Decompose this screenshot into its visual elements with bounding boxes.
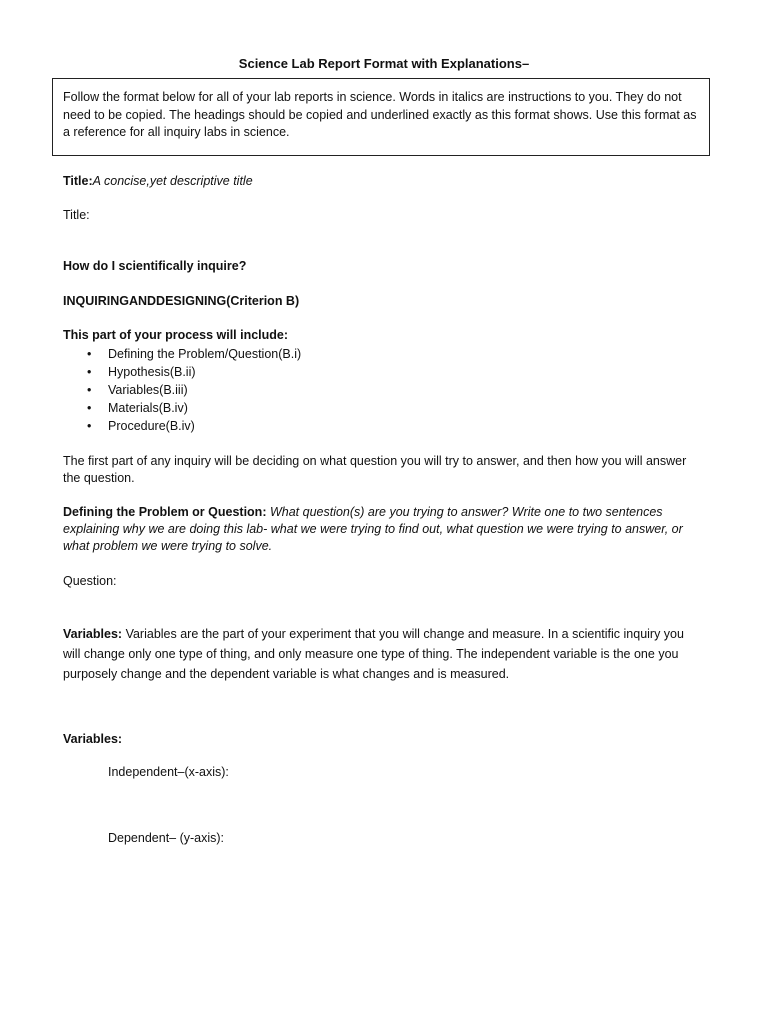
list-item xyxy=(63,345,703,363)
bullet-icon: • xyxy=(87,365,92,379)
inquire-heading: How do I scientifically inquire? xyxy=(63,259,247,273)
bullet-icon: • xyxy=(87,419,92,433)
list-item xyxy=(63,399,703,417)
independent-label: Independent–(x-axis): xyxy=(108,765,229,779)
defining-paragraph xyxy=(63,504,703,555)
title-instruction: A concise,yet descriptive title xyxy=(92,174,253,188)
intro-text: Follow the format below for all of your lab reports in science. Words in italics are instructions to you. They do not need to be copied. The headings should be copied and underlined exactly as this format shows. Use this format as a reference for all inquiry labs in science. xyxy=(63,90,697,139)
intro-box xyxy=(52,78,710,156)
list-item-label: Defining the Problem/Question(B.i) xyxy=(108,347,302,361)
process-list xyxy=(63,345,703,435)
defining-label: Defining the Problem or Question: xyxy=(63,505,267,519)
list-item-label: Procedure(B.iv) xyxy=(108,419,195,433)
defining-instruction: What question(s) are you trying to answer? Write one to two sentences explaining why we are doing this lab- what we were trying to find out, what question we were trying to answer, or what problem we were trying to solve. xyxy=(63,505,683,553)
question-label: Question: xyxy=(63,574,117,588)
list-item xyxy=(63,417,703,435)
dependent-label: Dependent– (y-axis): xyxy=(108,831,225,845)
list-item-label: Materials(B.iv) xyxy=(108,401,188,415)
bullet-icon: • xyxy=(87,347,92,361)
criterion-heading: INQUIRINGANDDESIGNING(Criterion B) xyxy=(63,294,300,308)
variables-label: Variables: xyxy=(63,627,123,641)
title-label: Title: xyxy=(63,174,93,188)
title-field-label: Title: xyxy=(63,208,90,222)
bullet-icon: • xyxy=(87,383,92,397)
list-item-label: Hypothesis(B.ii) xyxy=(108,365,196,379)
process-heading: This part of your process will include: xyxy=(63,328,289,342)
first-part-paragraph: The first part of any inquiry will be deciding on what question you will try to answer, and then how you will answer the question. xyxy=(63,454,687,485)
list-item xyxy=(63,381,703,399)
variables-text: Variables are the part of your experiment that you will change and measure. In a scientific inquiry you will change only one type of thing, and only measure one type of thing. The independent variable is the one you purposely change and the dependent variable is what changes and is measured. xyxy=(63,627,684,681)
variables-heading: Variables: xyxy=(63,732,123,746)
list-item xyxy=(63,363,703,381)
process-list-container xyxy=(63,345,703,435)
title-instruction-line xyxy=(63,173,703,190)
list-item-label: Variables(B.iii) xyxy=(108,383,188,397)
bullet-icon: • xyxy=(87,401,92,415)
variables-paragraph xyxy=(63,624,703,684)
document-title: Science Lab Report Format with Explanations– xyxy=(238,56,530,71)
